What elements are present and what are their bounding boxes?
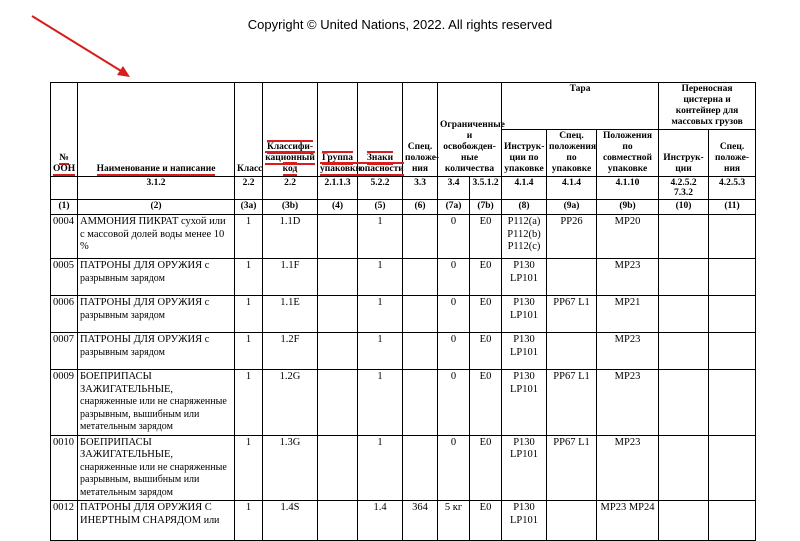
col-num: (11) (709, 200, 756, 215)
packing-group-cell (318, 333, 358, 370)
tank-instruction-cell (659, 501, 709, 541)
substance-name: ПАТРОНЫ ДЛЯ ОРУЖИЯ С ИНЕРТНЫМ СНАРЯДОМ (80, 502, 212, 526)
special-provisions-cell: 364 (403, 501, 438, 541)
ref-cell: 3.4 (438, 177, 470, 200)
limited-quantity-cell: 0 (438, 370, 470, 436)
un-number-cell: 0010 (51, 435, 78, 501)
labels-cell: 1 (358, 370, 403, 436)
excepted-quantity-cell: E0 (470, 370, 502, 436)
name-cell (78, 501, 235, 541)
header-packing-group: Группа упаковки (318, 83, 358, 177)
special-packing-cell: PP67 L1 (547, 435, 597, 501)
column-number-row (51, 200, 756, 215)
classification-cell: 1.3G (263, 435, 318, 501)
header-classification-code: Классифи- кационный код (263, 83, 318, 177)
limited-quantity-cell: 0 (438, 333, 470, 370)
col-num: (9b) (597, 200, 659, 215)
labels-cell: 1 (358, 259, 403, 296)
limited-quantity-cell: 5 кг (438, 501, 470, 541)
special-packing-cell (547, 259, 597, 296)
header-un-no: № ООН (51, 83, 78, 177)
col-num: (10) (659, 200, 709, 215)
tank-instruction-cell (659, 370, 709, 436)
header-packaging: Тара (502, 83, 659, 130)
packing-instruction-cell: P130 LP101 (502, 333, 547, 370)
table-row (51, 370, 756, 436)
special-packing-cell: PP26 (547, 215, 597, 259)
excepted-quantity-cell: E0 (470, 333, 502, 370)
name-cell (78, 259, 235, 296)
header-row (51, 83, 756, 130)
header-mixed-packing: Положения по совместной упаковке (597, 130, 659, 177)
header-tank-special: Спец. положе- ния (709, 130, 756, 177)
col-num: (3b) (263, 200, 318, 215)
classification-cell: 1.2G (263, 370, 318, 436)
header-limited-quantities: Ограниченные и освобожден- ные количества (438, 83, 502, 177)
table-row (51, 259, 756, 296)
col-num: (7a) (438, 200, 470, 215)
packing-instruction-cell: P130 LP101 (502, 501, 547, 541)
un-number-cell: 0009 (51, 370, 78, 436)
class-cell: 1 (235, 370, 263, 436)
ref-cell: 4.1.4 (502, 177, 547, 200)
classification-cell: 1.1E (263, 296, 318, 333)
classification-cell: 1.2F (263, 333, 318, 370)
header-packing-instructions: Инструк- ции по упаковке (502, 130, 547, 177)
tank-instruction-cell (659, 259, 709, 296)
excepted-quantity-cell: E0 (470, 501, 502, 541)
substance-description: или (203, 514, 220, 526)
class-cell: 1 (235, 259, 263, 296)
substance-name: АММОНИЯ ПИКРАТ сухой или с массовой долей воды менее 10 % (80, 216, 226, 252)
special-provisions-cell (403, 333, 438, 370)
col-num: (8) (502, 200, 547, 215)
substance-description: с разрывным зарядом (80, 297, 210, 321)
ref-cell: 2.1.1.3 (318, 177, 358, 200)
ref-cell: 2.2 (263, 177, 318, 200)
tank-instruction-cell (659, 215, 709, 259)
col-num: (5) (358, 200, 403, 215)
special-provisions-cell (403, 215, 438, 259)
substance-name: ПАТРОНЫ ДЛЯ ОРУЖИЯ (80, 260, 203, 271)
class-cell: 1 (235, 215, 263, 259)
header-name: Наименование и написание (78, 83, 235, 177)
header-labels: Знаки опасности (358, 83, 403, 177)
tank-instruction-cell (659, 333, 709, 370)
substance-name: ПАТРОНЫ ДЛЯ ОРУЖИЯ (80, 297, 203, 308)
labels-cell: 1 (358, 333, 403, 370)
classification-cell: 1.1D (263, 215, 318, 259)
un-number-cell: 0006 (51, 296, 78, 333)
mixed-packing-cell: MP23 (597, 333, 659, 370)
limited-quantity-cell: 0 (438, 259, 470, 296)
packing-group-cell (318, 215, 358, 259)
limited-quantity-cell: 0 (438, 435, 470, 501)
tank-special-cell (709, 501, 756, 541)
tank-special-cell (709, 296, 756, 333)
mixed-packing-cell: MP23 (597, 259, 659, 296)
un-number-cell: 0004 (51, 215, 78, 259)
tank-special-cell (709, 435, 756, 501)
packing-group-cell (318, 370, 358, 436)
labels-cell: 1 (358, 215, 403, 259)
table-row (51, 296, 756, 333)
header-special-packing: Спец. положения по упаковке (547, 130, 597, 177)
tank-special-cell (709, 333, 756, 370)
labels-cell: 1 (358, 435, 403, 501)
excepted-quantity-cell: E0 (470, 296, 502, 333)
table-row (51, 435, 756, 501)
un-number-cell: 0007 (51, 333, 78, 370)
special-provisions-cell (403, 296, 438, 333)
labels-cell: 1 (358, 296, 403, 333)
col-num: (3a) (235, 200, 263, 215)
packing-instruction-cell: P112(a) P112(b) P112(c) (502, 215, 547, 259)
substance-description: снаряженные или не снаряженные разрывным, вышибным или метательным зарядом (80, 396, 227, 432)
class-cell: 1 (235, 501, 263, 541)
class-cell: 1 (235, 296, 263, 333)
ref-cell: 4.1.4 (547, 177, 597, 200)
header-tank-instructions: Инструк- ции (659, 130, 709, 177)
col-num: (9a) (547, 200, 597, 215)
packing-group-cell (318, 501, 358, 541)
name-cell (78, 370, 235, 436)
col-num: (6) (403, 200, 438, 215)
limited-quantity-cell: 0 (438, 215, 470, 259)
un-number-cell: 0005 (51, 259, 78, 296)
classification-cell: 1.1F (263, 259, 318, 296)
mixed-packing-cell: MP23 (597, 435, 659, 501)
limited-quantity-cell: 0 (438, 296, 470, 333)
excepted-quantity-cell: E0 (470, 259, 502, 296)
tank-special-cell (709, 259, 756, 296)
name-cell (78, 296, 235, 333)
special-packing-cell (547, 501, 597, 541)
substance-description: с разрывным зарядом (80, 260, 210, 284)
col-num: (7b) (470, 200, 502, 215)
col-num: (1) (51, 200, 78, 215)
special-packing-cell: PP67 L1 (547, 370, 597, 436)
excepted-quantity-cell: E0 (470, 435, 502, 501)
packing-instruction-cell: P130 LP101 (502, 296, 547, 333)
special-packing-cell (547, 333, 597, 370)
name-cell (78, 333, 235, 370)
col-num: (4) (318, 200, 358, 215)
packing-group-cell (318, 435, 358, 501)
mixed-packing-cell: MP23 MP24 (597, 501, 659, 541)
dangerous-goods-table (50, 82, 756, 541)
substance-name: БОЕПРИПАСЫ ЗАЖИГАТЕЛЬНЫЕ, (80, 436, 174, 460)
name-cell (78, 215, 235, 259)
substance-description: с разрывным зарядом (80, 334, 210, 358)
copyright-notice: Copyright © United Nations, 2022. All rights reserved (247, 17, 553, 32)
header-tanks: Переносная цистерна и контейнер для массовых грузов (659, 83, 756, 130)
packing-instruction-cell: P130 LP101 (502, 370, 547, 436)
ref-cell: 4.2.5.3 (709, 177, 756, 200)
special-packing-cell: PP67 L1 (547, 296, 597, 333)
ref-cell: 4.1.10 (597, 177, 659, 200)
tank-instruction-cell (659, 296, 709, 333)
packing-instruction-cell: P130 LP101 (502, 435, 547, 501)
ref-cell: 3.3 (403, 177, 438, 200)
ref-cell: 3.1.2 (78, 177, 235, 200)
header-class: Класс (235, 83, 263, 177)
table-row (51, 215, 756, 259)
tank-special-cell (709, 215, 756, 259)
header-special-provisions: Спец. положе- ния (403, 83, 438, 177)
mixed-packing-cell: MP21 (597, 296, 659, 333)
special-provisions-cell (403, 435, 438, 501)
reference-row (51, 177, 756, 200)
name-cell (78, 435, 235, 501)
labels-cell: 1.4 (358, 501, 403, 541)
substance-name: БОЕПРИПАСЫ ЗАЖИГАТЕЛЬНЫЕ, (80, 371, 174, 395)
classification-cell: 1.4S (263, 501, 318, 541)
special-provisions-cell (403, 259, 438, 296)
packing-instruction-cell: P130 LP101 (502, 259, 547, 296)
special-provisions-cell (403, 370, 438, 436)
ref-cell: 4.2.5.2 7.3.2 (659, 177, 709, 200)
mixed-packing-cell: MP20 (597, 215, 659, 259)
class-cell: 1 (235, 333, 263, 370)
mixed-packing-cell: MP23 (597, 370, 659, 436)
ref-cell: 2.2 (235, 177, 263, 200)
red-arrow-annotation (30, 14, 140, 84)
packing-group-cell (318, 296, 358, 333)
packing-group-cell (318, 259, 358, 296)
un-number-cell: 0012 (51, 501, 78, 541)
tank-instruction-cell (659, 435, 709, 501)
substance-description: снаряженные или не снаряженные разрывным, вышибным или метательным зарядом (80, 461, 227, 498)
tank-special-cell (709, 370, 756, 436)
class-cell: 1 (235, 435, 263, 501)
table-row (51, 501, 756, 541)
table-row (51, 333, 756, 370)
substance-name: ПАТРОНЫ ДЛЯ ОРУЖИЯ (80, 334, 203, 345)
ref-cell: 3.5.1.2 (470, 177, 502, 200)
excepted-quantity-cell: E0 (470, 215, 502, 259)
data-rows (51, 215, 756, 541)
col-num: (2) (78, 200, 235, 215)
ref-cell: 5.2.2 (358, 177, 403, 200)
